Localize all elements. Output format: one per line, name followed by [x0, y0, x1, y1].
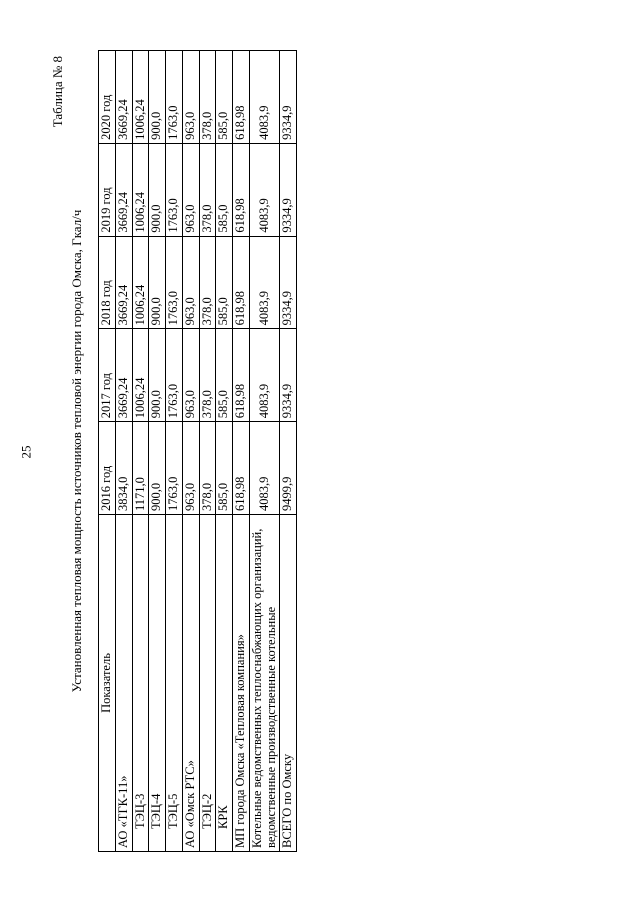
row-value: 4083,9 — [249, 422, 280, 515]
row-label: ТЭЦ-2 — [199, 515, 216, 852]
row-label: ТЭЦ-4 — [149, 515, 166, 852]
rotated-page-content — [50, 50, 330, 852]
row-value: 585,0 — [216, 236, 233, 329]
table-title: Установленная тепловая мощность источников тепловой энергии города Омска, Гкал/ч — [69, 209, 84, 693]
row-value: 1171,0 — [132, 422, 149, 515]
row-value: 585,0 — [216, 422, 233, 515]
row-label: ТЭЦ-3 — [132, 515, 149, 852]
row-value: 3834,0 — [115, 422, 132, 515]
row-value: 1006,24 — [132, 236, 149, 329]
header-indicator: Показатель — [99, 515, 116, 852]
row-value: 618,98 — [233, 329, 250, 422]
row-value: 585,0 — [216, 51, 233, 144]
table-row — [132, 51, 149, 852]
row-value: 618,98 — [233, 51, 250, 144]
row-value: 900,0 — [149, 51, 166, 144]
row-value: 963,0 — [182, 51, 199, 144]
row-value: 900,0 — [149, 422, 166, 515]
row-value: 963,0 — [182, 236, 199, 329]
row-label: КРК — [216, 515, 233, 852]
row-label: Котельные ведомственных теплоснабжающих организаций, ведомственные производственные котельные — [249, 515, 280, 852]
row-value: 618,98 — [233, 236, 250, 329]
row-value: 900,0 — [149, 236, 166, 329]
row-value: 3669,24 — [115, 143, 132, 236]
header-year: 2017 год — [99, 329, 116, 422]
table-row — [249, 51, 280, 852]
table-row — [216, 51, 233, 852]
row-value: 4083,9 — [249, 236, 280, 329]
row-value: 4083,9 — [249, 329, 280, 422]
table-row — [199, 51, 216, 852]
row-value: 900,0 — [149, 329, 166, 422]
row-value: 3669,24 — [115, 329, 132, 422]
table-row — [166, 51, 183, 852]
row-value: 4083,9 — [249, 51, 280, 144]
header-year: 2019 год — [99, 143, 116, 236]
row-value: 963,0 — [182, 329, 199, 422]
row-value: 1006,24 — [132, 51, 149, 144]
row-label: ВСЕГО по Омску — [280, 515, 297, 852]
row-value: 1006,24 — [132, 143, 149, 236]
table-row — [182, 51, 199, 852]
row-value: 378,0 — [199, 329, 216, 422]
row-value: 1006,24 — [132, 329, 149, 422]
row-label: МП города Омска «Тепловая компания» — [233, 515, 250, 852]
table-label: Таблица № 8 — [50, 56, 65, 128]
header-year: 2020 год — [99, 51, 116, 144]
row-value: 963,0 — [182, 143, 199, 236]
row-value: 3669,24 — [115, 236, 132, 329]
row-value: 1763,0 — [166, 329, 183, 422]
row-value: 585,0 — [216, 143, 233, 236]
row-value: 378,0 — [199, 236, 216, 329]
row-value: 3669,24 — [115, 51, 132, 144]
row-value: 9499,9 — [280, 422, 297, 515]
row-value: 1763,0 — [166, 422, 183, 515]
row-value: 585,0 — [216, 329, 233, 422]
row-value: 9334,9 — [280, 329, 297, 422]
row-value: 1763,0 — [166, 236, 183, 329]
row-value: 963,0 — [182, 422, 199, 515]
table-body — [115, 51, 296, 852]
table-row — [115, 51, 132, 852]
row-label: АО «ТГК-11» — [115, 515, 132, 852]
table-row — [280, 51, 297, 852]
row-value: 618,98 — [233, 422, 250, 515]
row-value: 378,0 — [199, 51, 216, 144]
row-value: 378,0 — [199, 422, 216, 515]
page-number: 25 — [18, 445, 34, 459]
table-header-row — [99, 51, 116, 852]
table-row — [233, 51, 250, 852]
row-value: 1763,0 — [166, 143, 183, 236]
row-value: 4083,9 — [249, 143, 280, 236]
row-value: 9334,9 — [280, 143, 297, 236]
row-value: 9334,9 — [280, 51, 297, 144]
row-value: 900,0 — [149, 143, 166, 236]
header-year: 2016 год — [99, 422, 116, 515]
row-value: 9334,9 — [280, 236, 297, 329]
capacity-table — [98, 50, 297, 852]
row-value: 618,98 — [233, 143, 250, 236]
table-row — [149, 51, 166, 852]
row-label: ТЭЦ-5 — [166, 515, 183, 852]
row-value: 1763,0 — [166, 51, 183, 144]
row-label: АО «Омск РТС» — [182, 515, 199, 852]
row-value: 378,0 — [199, 143, 216, 236]
header-year: 2018 год — [99, 236, 116, 329]
